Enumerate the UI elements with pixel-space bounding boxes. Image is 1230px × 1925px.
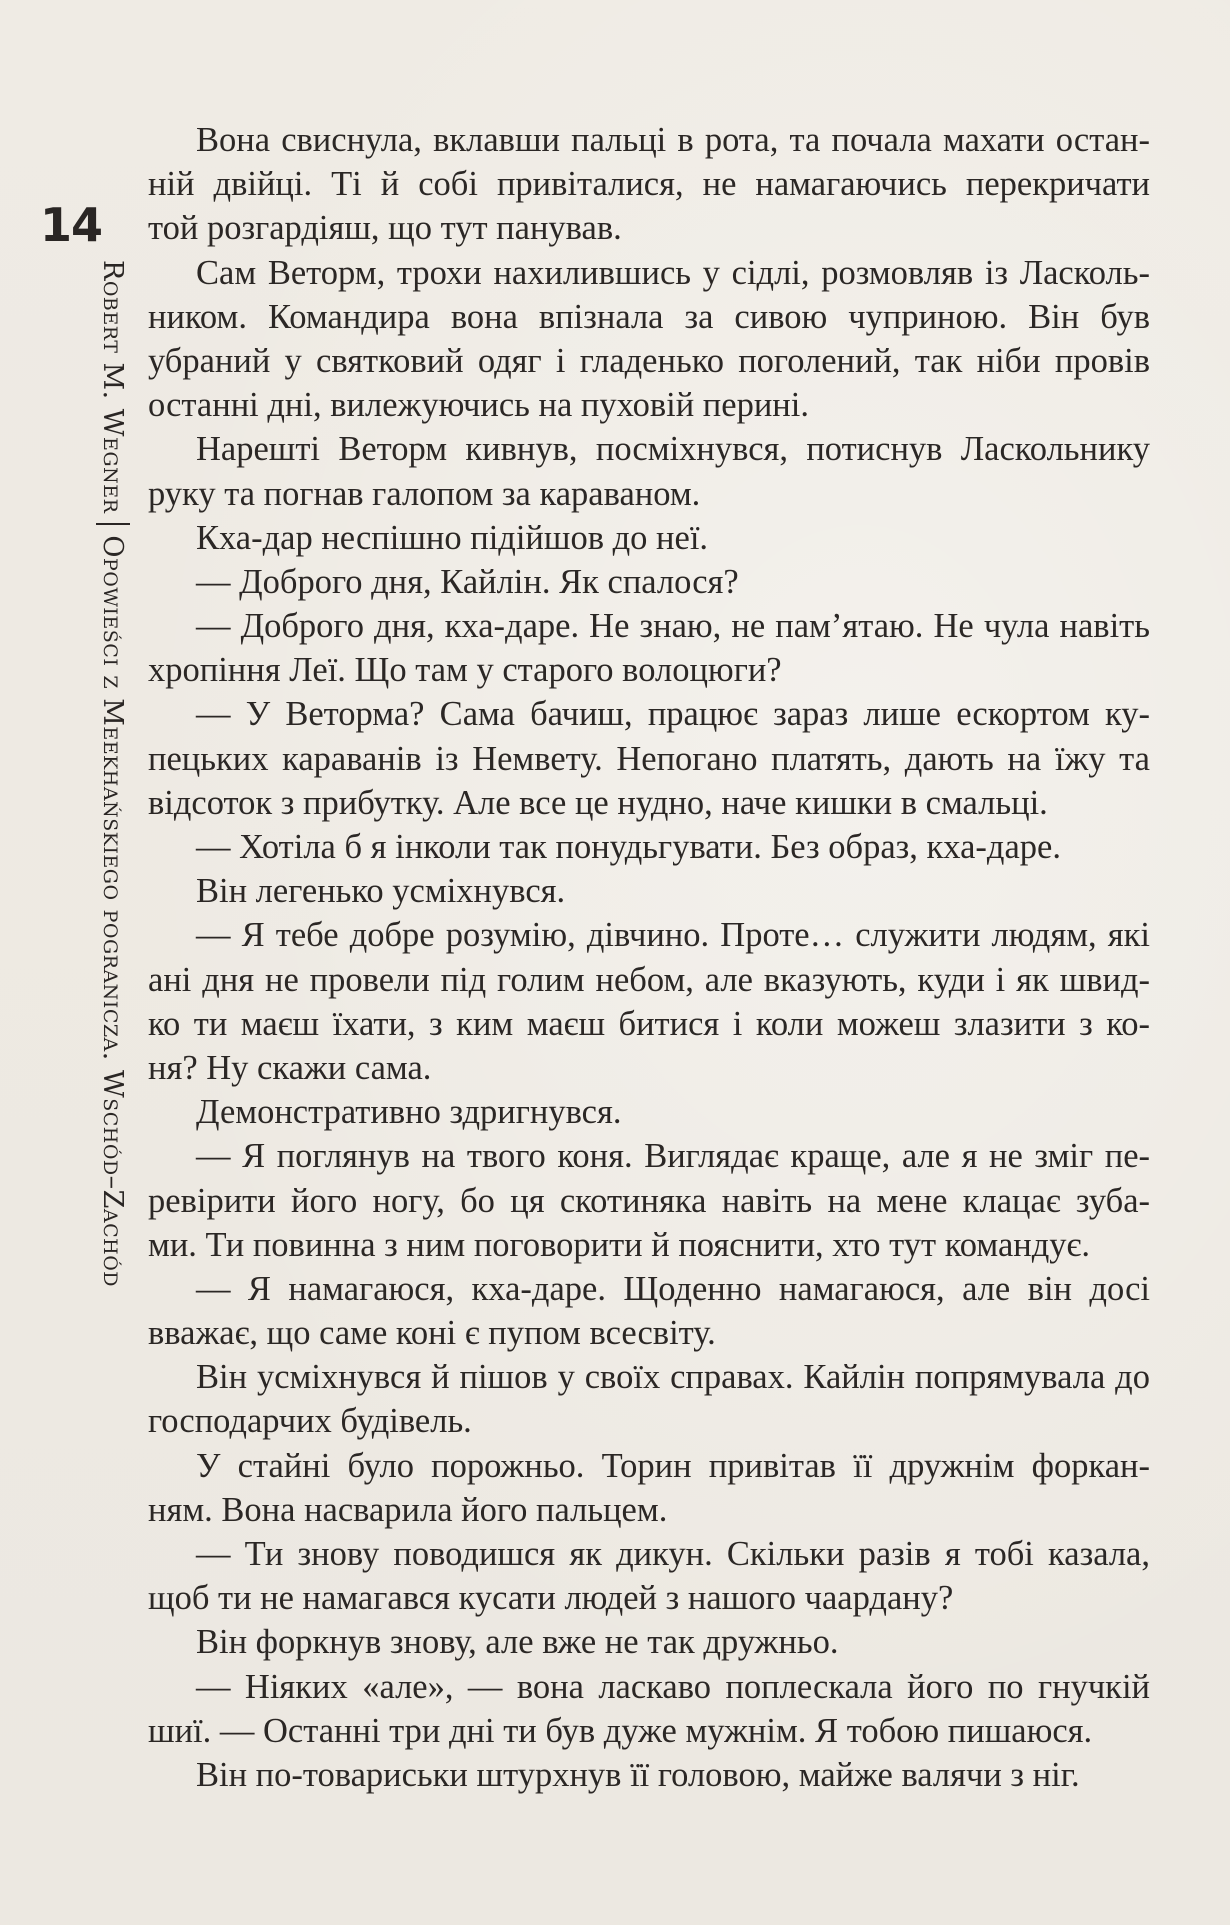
text-line: — У Веторма? Сама бачиш, працює зараз лише ескортом ку- <box>196 695 1150 734</box>
text-line: Він усміхнувся й пішов у своїх справах. Кайлін попрямувала до <box>196 1358 1150 1397</box>
body-text <box>148 118 1150 1797</box>
text-line: хропіння Леї. Що там у старого волоцюги? <box>148 651 782 690</box>
text-line: убраний у святковий одяг і гладенько поголений, так ніби провів <box>148 341 1150 380</box>
text-line: руку та погнав галопом за караваном. <box>148 474 701 513</box>
text-line: Демонстративно здригнувся. <box>196 1093 622 1132</box>
text-line: ко ти маєш їхати, з ким маєш битися і коли можеш злазити з ко- <box>148 1004 1150 1043</box>
text-line: — Я тебе добре розумію, дівчино. Проте… служити людям, які <box>196 916 1150 955</box>
text-line: — Я намагаюся, кха-даре. Щоденно намагаюся, але він досі <box>196 1269 1150 1308</box>
text-line: господарчих будівель. <box>148 1402 472 1441</box>
text-line: Кха-дар неспішно підійшов до неї. <box>196 518 709 557</box>
running-head <box>96 260 130 1287</box>
text-line: ані дня не провели під голим небом, але вказують, куди і як швид- <box>148 960 1150 999</box>
text-line: ми. Ти повинна з ним поговорити й пояснити, хто тут командує. <box>148 1225 1090 1264</box>
text-line: щоб ти не намагався кусати людей з нашого чаардану? <box>148 1579 954 1618</box>
text-line: — Доброго дня, кха-даре. Не знаю, не пам’ятаю. Не чула навіть <box>196 607 1150 646</box>
running-head-title: Opowieści z Meekhańskiego pogranicza. Wschód–Zachód <box>97 535 128 1288</box>
text-line: Сам Веторм, трохи нахилившись у сідлі, розмовляв із Ласколь- <box>196 253 1150 292</box>
text-line: — Я поглянув на твого коня. Виглядає краще, але я не зміг пе- <box>196 1137 1150 1176</box>
text-line: останні дні, вилежуючись на пуховій перині. <box>148 386 809 425</box>
text-line: Нарешті Веторм кивнув, посміхнувся, потиснув Ласкольнику <box>196 430 1150 469</box>
text-line: пецьких караванів із Немвету. Непогано платять, дають на їжу та <box>148 739 1150 778</box>
text-line: ня? Ну скажи сама. <box>148 1048 432 1087</box>
text-line: — Ти знову поводишся як дикун. Скільки разів я тобі казала, <box>196 1535 1150 1573</box>
text-line: У стайні було порожньо. Торин привітав її дружнім форкан- <box>196 1446 1150 1485</box>
text-line: шиї. — Останні три дні ти був дуже мужнім. Я тобою пишаюся. <box>148 1711 1093 1750</box>
text-line: — Хотіла б я інколи так понудьгувати. Без образ, кха-даре. <box>196 828 1061 866</box>
text-line: Вона свиснула, вклавши пальці в рота, та почала махати остан- <box>196 121 1150 159</box>
page-number: 14 <box>40 198 103 252</box>
text-line: ням. Вона насварила його пальцем. <box>148 1490 668 1529</box>
text-line: ній двійці. Ті й собі привіталися, не намагаючись перекричати <box>148 165 1150 204</box>
running-head-separator <box>96 523 130 525</box>
text-line: відсоток з прибутку. Але все це нудно, наче кишки в смальці. <box>148 783 1048 822</box>
text-line: вважає, що саме коні є пупом всесвіту. <box>148 1314 716 1353</box>
text-line: Він по-товариськи штурхнув її головою, майже валячи з ніг. <box>196 1755 1080 1794</box>
text-line: ником. Командира вона впізнала за сивою чуприною. Він був <box>148 297 1150 336</box>
text-line: — Доброго дня, Кайлін. Як спалося? <box>196 562 739 601</box>
page-margin <box>38 198 148 1288</box>
text-line: Він легенько усміхнувся. <box>196 872 566 911</box>
text-line: той розгардіяш, що тут панував. <box>148 209 622 248</box>
running-head-author: Robert M. Wegner <box>97 260 128 514</box>
text-line: — Ніяких «але», — вона ласкаво поплескала його по гнучкій <box>196 1667 1150 1706</box>
text-line: ревірити його ногу, бо ця скотиняка навіть на мене клацає зуба- <box>148 1181 1150 1220</box>
text-line: Він форкнув знову, але вже не так дружньо. <box>196 1623 839 1662</box>
